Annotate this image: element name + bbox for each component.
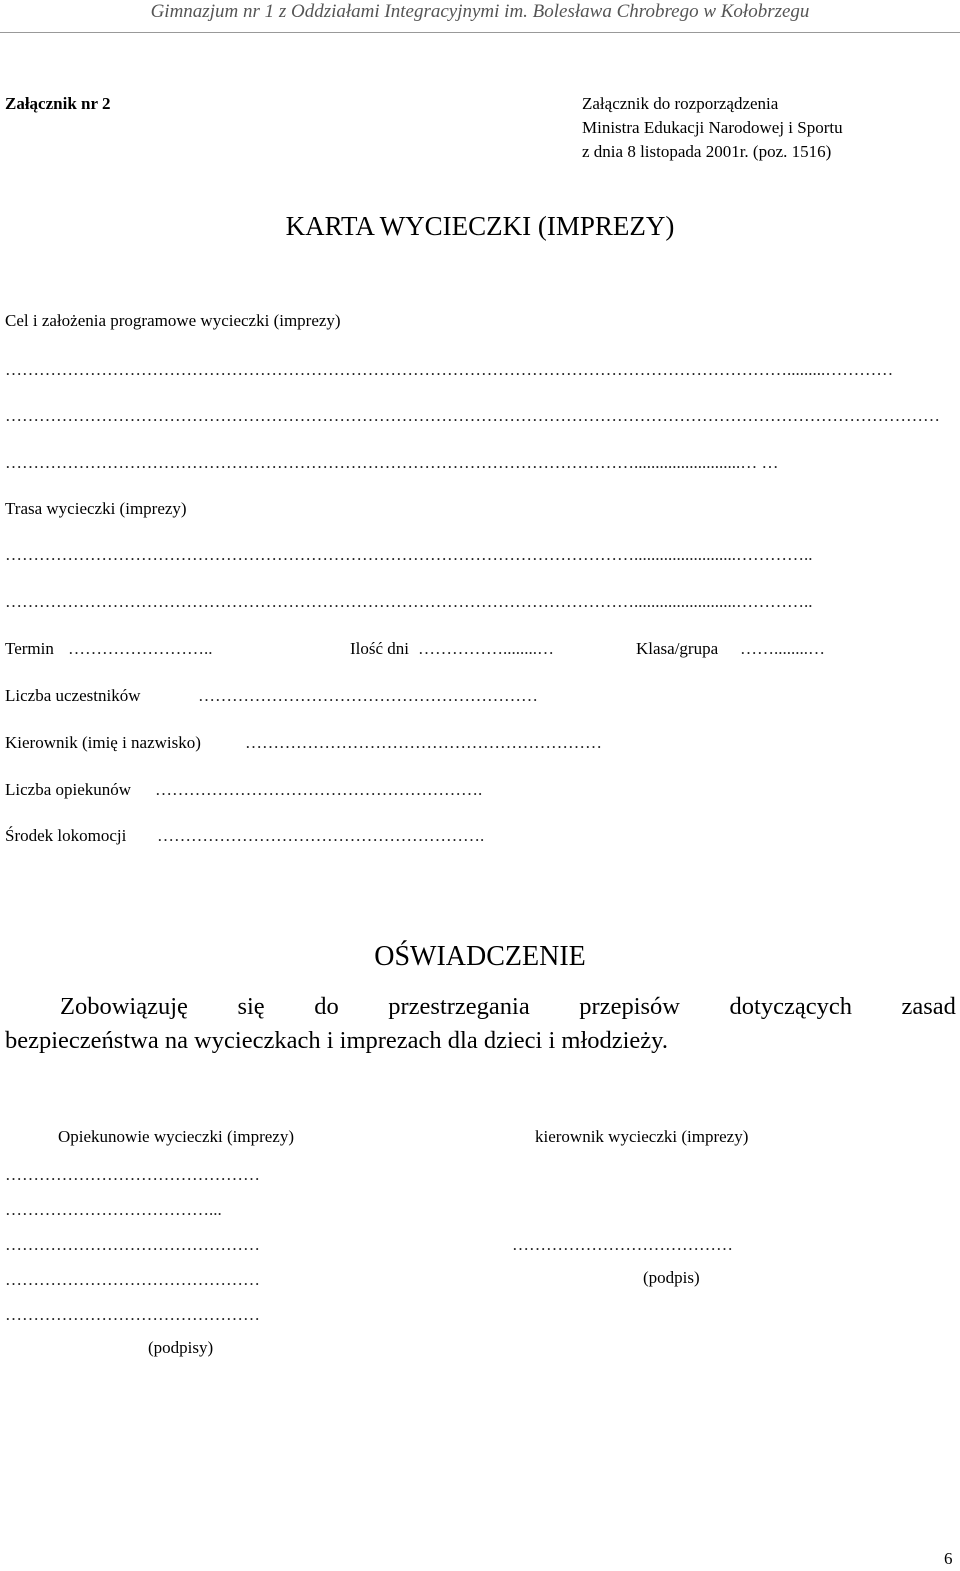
guardian-signature-line-5: ……………………………………… (5, 1305, 260, 1324)
guardians-count-dots: …………………………………………………. (155, 780, 483, 799)
goals-line-2: ………………………………………………………………………………………………………………………………………………… (5, 406, 940, 425)
route-label: Trasa wycieczki (imprezy) (5, 499, 187, 518)
annex-reference-line-2: Ministra Edukacji Narodowej i Sportu (582, 118, 843, 137)
signatures-guardians-label: Opiekunowie wycieczki (imprezy) (58, 1127, 295, 1146)
leader-signature-line: ………………………………… (512, 1235, 733, 1254)
route-line-2: …………………………………………………………………………………………………........................………….. (5, 592, 813, 611)
term-dots: …………………….. (68, 639, 213, 658)
declaration-word: dotyczących (729, 993, 852, 1020)
class-label: Klasa/grupa (636, 639, 719, 658)
guardian-signature-line-4: ……………………………………… (5, 1270, 260, 1289)
signatures-leader-label: kierownik wycieczki (imprezy) (535, 1127, 749, 1146)
days-dots: ……………........… (418, 639, 554, 658)
declaration-word: przestrzegania (388, 993, 530, 1020)
leader-label: Kierownik (imię i nazwisko) (5, 733, 201, 752)
transport-label: Środek lokomocji (5, 826, 127, 845)
declaration-word: przepisów (579, 993, 680, 1020)
page-number: 6 (944, 1549, 953, 1568)
document-title: KARTA WYCIECZKI (IMPREZY) (285, 211, 675, 241)
declaration-word: Zobowiązuję (60, 993, 188, 1020)
guardian-signature-line-3: ……………………………………… (5, 1235, 260, 1254)
leader-signature-caption: (podpis) (643, 1268, 700, 1287)
goals-line-3: ………………………………………………………………………………………………….........................… … (5, 453, 779, 472)
school-header: Gimnazjum nr 1 z Oddziałami Integracyjnymi im. Bolesława Chrobrego w Kołobrzegu (150, 1, 810, 22)
guardian-signature-line-2: ………………………………... (5, 1200, 222, 1219)
route-line-1: …………………………………………………………………………………………………........................………….. (5, 545, 813, 564)
goals-line-1: ………………………………………………………………………………………………………………………….........………… (5, 360, 894, 379)
annex-label: Załącznik nr 2 (5, 94, 111, 113)
declaration-word: się (237, 993, 265, 1020)
declaration-line-2: bezpieczeństwa na wycieczkach i imprezach dla dzieci i młodzieży. (5, 1027, 668, 1054)
transport-dots: …………………………………………………. (157, 826, 485, 845)
goals-label: Cel i założenia programowe wycieczki (imprezy) (5, 311, 341, 330)
header-rule (0, 32, 960, 33)
participants-label: Liczba uczestników (5, 686, 141, 705)
term-label: Termin (5, 639, 54, 658)
declaration-title: OŚWIADCZENIE (374, 941, 586, 972)
annex-reference-line-3: z dnia 8 listopada 2001r. (poz. 1516) (582, 142, 832, 161)
annex-reference-line-1: Załącznik do rozporządzenia (582, 94, 779, 113)
guardians-signature-caption: (podpisy) (148, 1338, 214, 1357)
declaration-word: do (314, 993, 339, 1020)
days-label: Ilość dni (350, 639, 410, 658)
guardians-count-label: Liczba opiekunów (5, 780, 132, 799)
guardian-signature-line-1: ……………………………………… (5, 1165, 260, 1184)
declaration-line-1 (60, 990, 956, 1024)
leader-dots: ……………………………………………………… (245, 733, 602, 752)
participants-dots: …………………………………………………… (198, 686, 538, 705)
class-dots: ……........… (740, 639, 825, 658)
declaration-word: zasad (901, 993, 956, 1020)
